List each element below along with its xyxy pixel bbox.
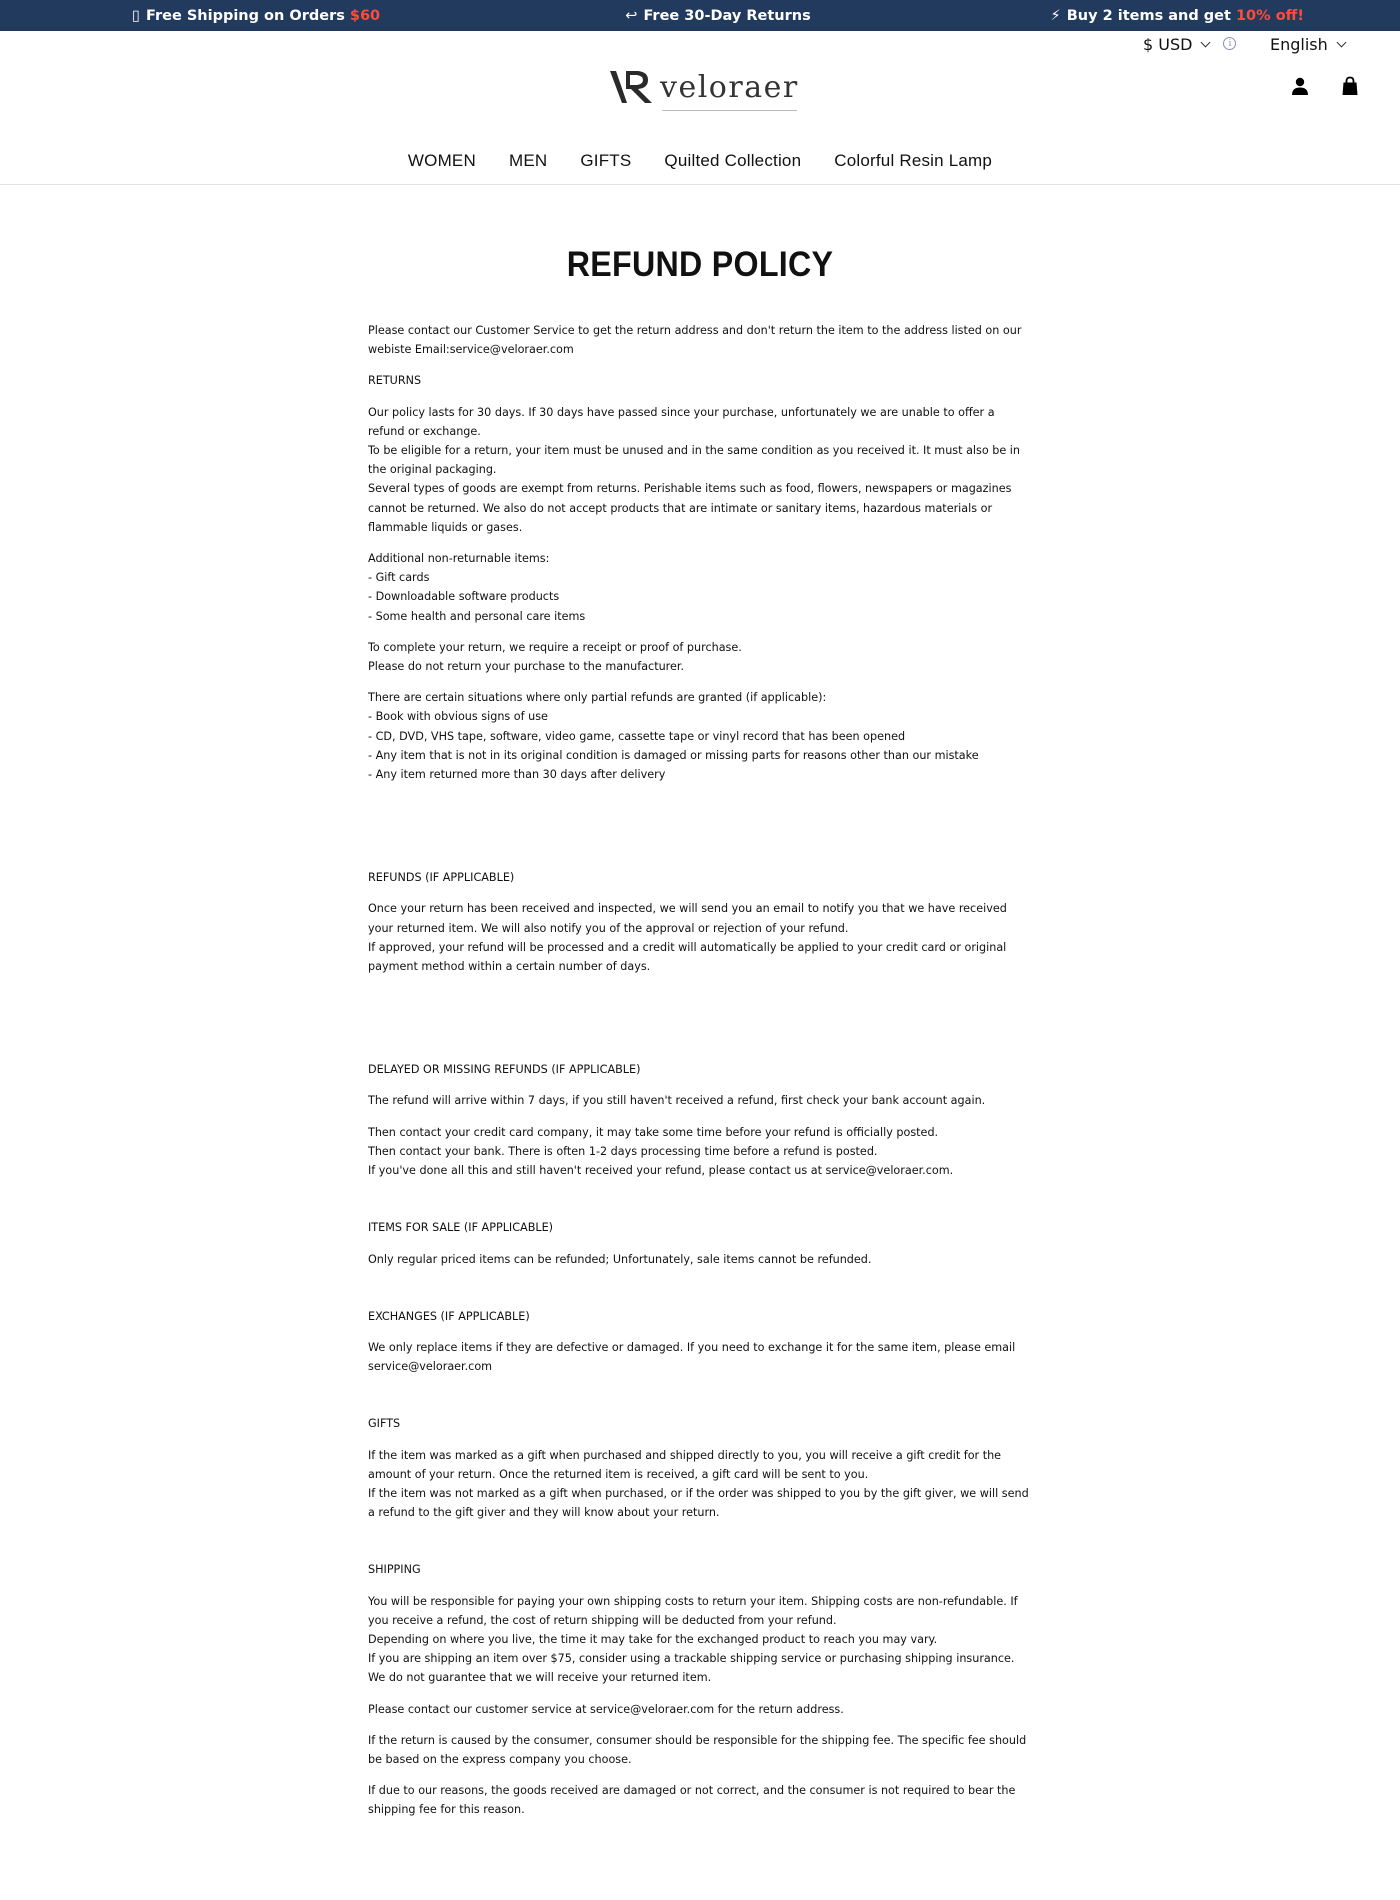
announcement-returns bbox=[523, 8, 914, 24]
policy-paragraph: Our policy lasts for 30 days. If 30 days have passed since your purchase, unfortunately we are unable to offer a refund or exchange. To be eligible for a return, your item must be unused and in the same condition as you received it. It must also be in the original packaging. Several types of goods are exempt from returns. Perishable items such as food, flowers, newspapers or magazines cannot be returned. We also do not accept products that are intimate or sanitary items, hazardous materials or flammable liquids or gases. bbox=[368, 405, 1020, 534]
currency-label: $ USD bbox=[1143, 35, 1193, 54]
section-heading-returns: RETURNS bbox=[368, 374, 422, 388]
policy-paragraph: If the item was marked as a gift when purchased and shipped directly to you, you will receive a gift credit for the amount of your return. Once the returned item is received, a gift card will be sent to you. If the item was not marked as a gift when purchased, or if the order was shipped to you by the gift giver, we will send a refund to the gift giver and they will know about your return. bbox=[368, 1448, 1029, 1520]
return-icon: ↩ bbox=[625, 7, 638, 24]
page-title: REFUND POLICY bbox=[566, 245, 834, 284]
logo-mark-icon bbox=[608, 67, 656, 107]
nav-item-gifts[interactable]: GIFTS bbox=[580, 151, 632, 170]
truck-icon: ▯ bbox=[132, 7, 140, 24]
announcement-text: Free Shipping on Orders bbox=[145, 7, 345, 24]
policy-paragraph: You will be responsible for paying your own shipping costs to return your item. Shipping costs are non-refundable. If you receive a refund, the cost of return shipping will be deducted from your refund. Depending on where you live, the time it may take for the exchanged product to reach you may vary. If you are shipping an item over $75, consider using a trackable shipping service or purchasing shipping insurance. We do not guarantee that we will receive your returned item. bbox=[368, 1594, 1018, 1685]
announcement-text: Free 30-Day Returns bbox=[643, 7, 811, 24]
spacer bbox=[368, 1388, 1032, 1414]
section-heading-refunds: REFUNDS (IF APPLICABLE) bbox=[368, 871, 515, 885]
announcement-highlight: $60 bbox=[349, 7, 381, 24]
section-heading-sale-items: ITEMS FOR SALE (IF APPLICABLE) bbox=[368, 1221, 554, 1235]
announcement-highlight: 10% off! bbox=[1235, 7, 1305, 24]
lightning-icon: ⚡ bbox=[1050, 7, 1061, 24]
policy-paragraph: If due to our reasons, the goods received are damaged or not correct, and the consumer is not required to bear the shipping fee for this reason. bbox=[368, 1784, 1016, 1817]
policy-paragraph: The refund will arrive within 7 days, if you still haven't received a refund, first check your bank account again. bbox=[368, 1094, 986, 1108]
section-heading-shipping: SHIPPING bbox=[368, 1563, 421, 1577]
language-label: English bbox=[1270, 35, 1328, 54]
chevron-down-icon bbox=[1336, 37, 1346, 47]
header bbox=[0, 61, 1400, 136]
section-heading-delayed-refunds: DELAYED OR MISSING REFUNDS (IF APPLICABLE) bbox=[368, 1063, 641, 1077]
main-nav bbox=[0, 136, 1400, 185]
policy-paragraph: To complete your return, we require a receipt or proof of purchase. Please do not return your purchase to the manufacturer. bbox=[368, 640, 742, 674]
spacer bbox=[368, 988, 1032, 1060]
account-icon[interactable] bbox=[1290, 76, 1310, 96]
policy-paragraph: Then contact your credit card company, it may take some time before your refund is officially posted. Then contact your bank. There is often 1-2 days processing time before a refund is posted. If you've done all this and still haven't received your refund, please contact us at service@veloraer.com. bbox=[368, 1125, 954, 1178]
announcement-discount bbox=[913, 8, 1400, 24]
nav-item-colorful-resin-lamp[interactable]: Colorful Resin Lamp bbox=[834, 151, 993, 170]
policy-paragraph: Once your return has been received and inspected, we will send you an email to notify you that we have received your returned item. We will also notify you of the approval or rejection of your refund. If approved, your refund will be processed and a credit will automatically be applied to your credit card or original payment method within a certain number of days. bbox=[368, 902, 1007, 974]
announcement-free-shipping bbox=[0, 8, 523, 24]
spacer bbox=[368, 1534, 1032, 1560]
policy-paragraph: Only regular priced items can be refunded; Unfortunately, sale items cannot be refunded. bbox=[368, 1252, 872, 1266]
policy-content bbox=[368, 185, 1032, 1820]
announcement-text: Buy 2 items and get bbox=[1066, 7, 1231, 24]
spacer bbox=[368, 1281, 1032, 1307]
nav-item-quilted-collection[interactable]: Quilted Collection bbox=[664, 151, 802, 170]
locale-row bbox=[0, 31, 1400, 61]
spacer bbox=[368, 1192, 1032, 1218]
nav-item-men[interactable]: MEN bbox=[508, 151, 548, 170]
policy-paragraph: If the return is caused by the consumer, consumer should be responsible for the shipping fee. The specific fee should be based on the express company you choose. bbox=[368, 1733, 1027, 1766]
chevron-down-icon bbox=[1201, 37, 1211, 47]
policy-paragraph: Please contact our Customer Service to get the return address and don't return the item to the address listed on our webiste Email:service@veloraer.com bbox=[368, 324, 1022, 357]
policy-paragraph: There are certain situations where only partial refunds are granted (if applicable): - Book with obvious signs of use - CD, DVD, VHS tape, software, video game, cassette tape or vinyl record that has been opened - Any item that is not in its original condition is damaged or missing parts for reasons other than our mistake - Any item returned more than 30 days after delivery bbox=[368, 691, 979, 782]
currency-selector[interactable] bbox=[1143, 35, 1236, 54]
cart-icon[interactable] bbox=[1340, 76, 1360, 96]
policy-paragraph: Additional non-returnable items: - Gift cards - Downloadable software products - Some health and personal care items bbox=[368, 552, 586, 623]
section-heading-exchanges: EXCHANGES (IF APPLICABLE) bbox=[368, 1309, 530, 1323]
info-icon[interactable]: i bbox=[1223, 37, 1236, 50]
spacer bbox=[368, 796, 1032, 868]
language-selector[interactable] bbox=[1270, 35, 1345, 54]
policy-paragraph: We only replace items if they are defective or damaged. If you need to exchange it for the same item, please email service@veloraer.com bbox=[368, 1340, 1016, 1374]
announcement-bar bbox=[0, 0, 1400, 31]
policy-paragraph: Please contact our customer service at service@veloraer.com for the return address. bbox=[368, 1702, 844, 1716]
brand-logo[interactable] bbox=[608, 67, 799, 107]
header-actions bbox=[1290, 76, 1360, 96]
nav-item-women[interactable]: WOMEN bbox=[407, 151, 476, 170]
section-heading-gifts: GIFTS bbox=[368, 1417, 401, 1431]
brand-name: veloraer bbox=[660, 69, 799, 105]
